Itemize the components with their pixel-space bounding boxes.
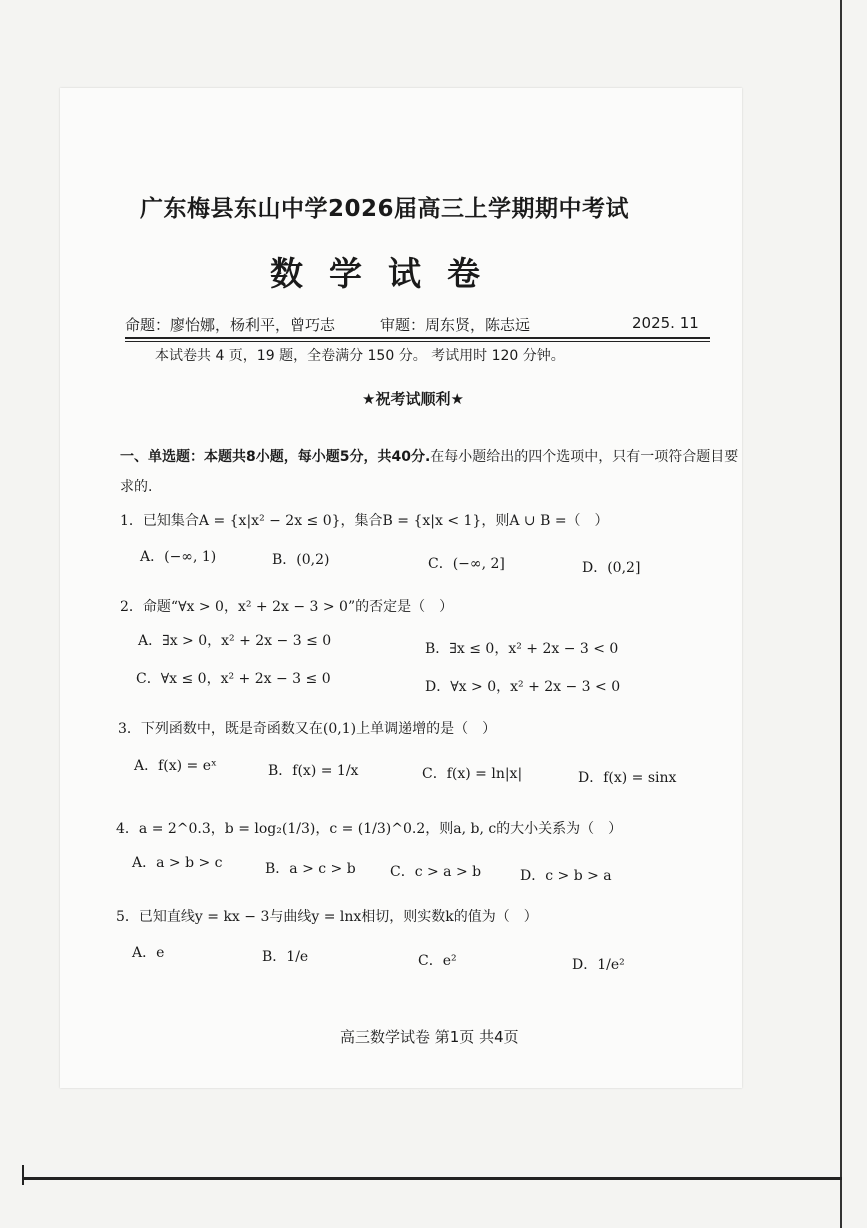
reviewers: 审题：周东贤，陈志远: [380, 316, 531, 334]
exam-intro: 本试卷共 4 页，19 题，全卷满分 150 分。 考试用时 120 分钟。: [155, 348, 565, 364]
question-4-option-d: D．c > b > a: [520, 868, 612, 884]
question-3-option-b: B．f(x) = 1/x: [268, 763, 359, 779]
scan-edge: [22, 1165, 24, 1185]
question-4-stem: 4．a = 2^0.3，b = log₂(1/3)，c = (1/3)^0.2，则a, b, c的大小关系为（ ）: [116, 821, 623, 837]
header-rule: [125, 337, 710, 339]
header-rule: [125, 341, 710, 342]
question-1-option-d: D．(0,2]: [582, 560, 641, 576]
question-3-stem: 3．下列函数中，既是奇函数又在(0,1)上单调递增的是（ ）: [118, 721, 497, 737]
scan-edge: [22, 1177, 842, 1180]
section-heading: [120, 442, 750, 502]
question-1-stem: 1．已知集合A = {x|x² − 2x ≤ 0}，集合B = {x|x < 1}，则A ∪ B =（ ）: [120, 513, 609, 529]
good-luck-note: ★祝考试顺利★: [362, 390, 464, 408]
exam-paper: [60, 88, 742, 1088]
question-5-option-d: D．1/e²: [572, 957, 625, 973]
question-5-option-a: A．e: [132, 945, 165, 961]
question-2-option-a: A．∃x > 0，x² + 2x − 3 ≤ 0: [138, 633, 332, 649]
section-instruction: 在每小题给出的四个选项中，只有一项符合题目要求的.: [120, 449, 739, 495]
exam-title: 数学试卷: [270, 254, 506, 293]
question-3-option-a: A．f(x) = eˣ: [134, 758, 217, 774]
page-footer: 高三数学试卷 第1页 共4页: [340, 1028, 519, 1046]
question-1-option-c: C．(−∞, 2]: [428, 556, 505, 572]
section-title: 一、单选题：本题共8小题，每小题5分，共40分.: [120, 449, 431, 465]
question-5-option-b: B．1/e: [262, 949, 309, 965]
question-2-stem: 2．命题“∀x > 0，x² + 2x − 3 > 0”的否定是（ ）: [120, 599, 454, 615]
question-2-option-b: B．∃x ≤ 0，x² + 2x − 3 < 0: [425, 641, 619, 657]
question-3-option-c: C．f(x) = ln|x|: [422, 766, 523, 782]
question-3-option-d: D．f(x) = sinx: [578, 770, 677, 786]
question-4-option-a: A．a > b > c: [132, 855, 223, 871]
question-1-option-b: B．(0,2): [272, 552, 330, 568]
question-2-option-c: C．∀x ≤ 0，x² + 2x − 3 ≤ 0: [136, 671, 331, 687]
exam-date: 2025. 11: [632, 314, 699, 332]
question-2-option-d: D．∀x > 0，x² + 2x − 3 < 0: [425, 679, 621, 695]
question-4-option-b: B．a > c > b: [265, 861, 356, 877]
school-title: 广东梅县东山中学2026届高三上学期期中考试: [140, 196, 630, 222]
question-4-option-c: C．c > a > b: [390, 864, 482, 880]
authors: 命题：廖怡娜，杨利平，曾巧志: [125, 316, 336, 334]
question-5-stem: 5．已知直线y = kx − 3与曲线y = lnx相切，则实数k的值为（ ）: [116, 909, 538, 925]
question-1-option-a: A．(−∞, 1): [140, 549, 217, 565]
question-5-option-c: C．e²: [418, 953, 457, 969]
scan-edge: [840, 0, 842, 1228]
